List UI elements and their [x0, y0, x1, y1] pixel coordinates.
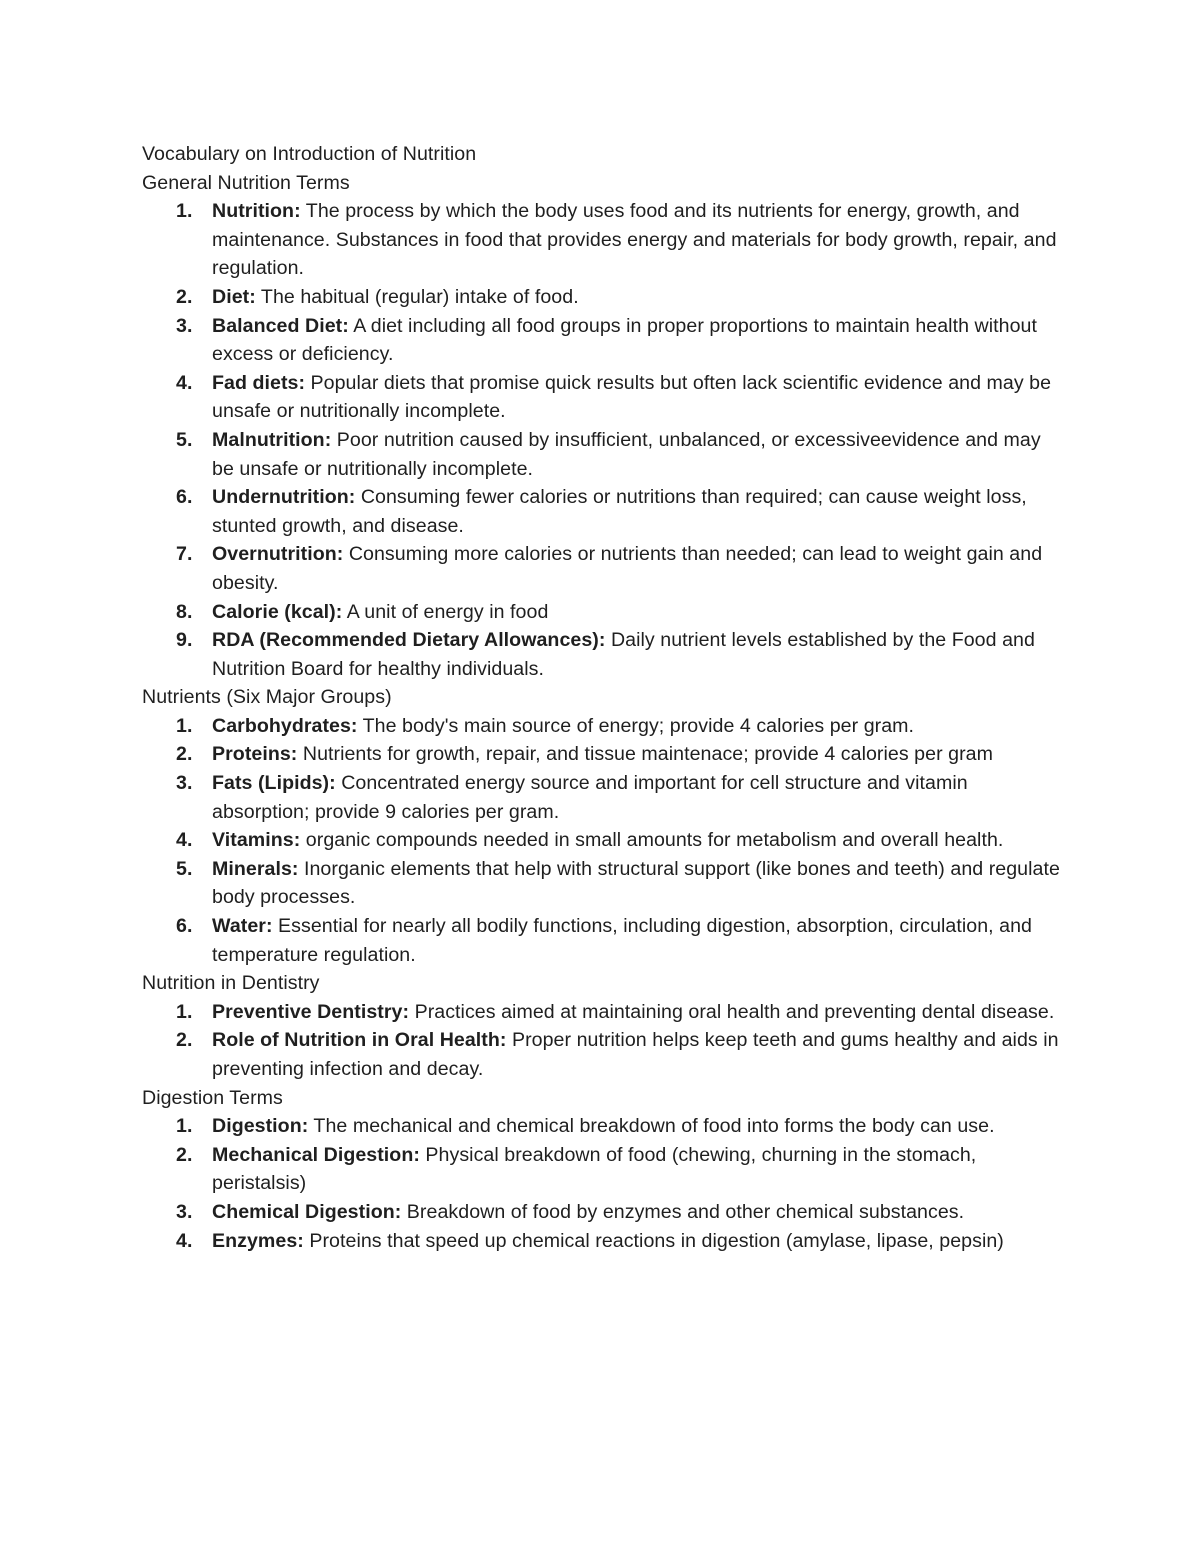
term-label: Preventive Dentistry: [212, 1000, 410, 1023]
term-label: Water: [212, 915, 273, 938]
item-number: 2. [176, 1029, 193, 1052]
term-label: Chemical Digestion: [212, 1200, 402, 1223]
item-number: 1. [176, 200, 193, 223]
item-number: 4. [176, 829, 193, 852]
term-definition: Concentrated energy source and important for cell structure and vitamin absorption; provide 9 calories per gram. [212, 772, 968, 823]
item-number: 5. [176, 857, 193, 880]
item-number: 8. [176, 600, 193, 623]
list-item [142, 1141, 1067, 1198]
term-definition: A diet including all food groups in proper proportions to maintain health without excess or deficiency. [212, 314, 1037, 366]
term-definition: Daily nutrient levels established by the Food and Nutrition Board for healthy individuals. [212, 629, 1035, 680]
term-label: Enzymes: [212, 1229, 304, 1252]
item-number: 3. [176, 1200, 193, 1223]
term-definition: The process by which the body uses food and its nutrients for energy, growth, and maintenance. Substances in food that provides energy and materials for body growth, repair, and regulation. [212, 200, 1057, 280]
list-item [142, 1112, 1067, 1141]
item-number: 1. [176, 714, 193, 737]
item-number: 1. [176, 1000, 193, 1023]
item-number: 2. [176, 285, 193, 308]
document-page [142, 140, 1067, 1255]
list-item [142, 283, 1067, 312]
term-label: Overnutrition: [212, 543, 344, 566]
term-definition: Consuming more calories or nutrients than needed; can lead to weight gain and obesity. [212, 543, 1043, 594]
item-number: 3. [176, 772, 193, 795]
item-number: 9. [176, 629, 193, 652]
list-item [142, 769, 1067, 826]
item-number: 6. [176, 486, 193, 509]
term-label: Malnutrition: [212, 428, 332, 451]
term-definition: Consuming fewer calories or nutritions than required; can cause weight loss, stunted growth, and disease. [212, 486, 1027, 537]
list-item [142, 1026, 1067, 1083]
term-label: Fats (Lipids): [212, 772, 336, 795]
term-definition: The body's main source of energy; provide 4 calories per gram. [357, 714, 915, 737]
list-item [142, 740, 1067, 769]
term-label: Fad diets: [212, 371, 306, 394]
term-list [142, 197, 1067, 683]
item-number: 3. [176, 314, 193, 337]
term-label: Calorie (kcal): [212, 600, 343, 623]
term-definition: organic compounds needed in small amounts for metabolism and overall health. [300, 829, 1004, 852]
term-definition: The habitual (regular) intake of food. [255, 285, 579, 308]
list-item [142, 626, 1067, 683]
term-label: Role of Nutrition in Oral Health: [212, 1029, 507, 1052]
list-item [142, 426, 1067, 483]
term-label: Minerals: [212, 857, 299, 880]
term-definition: Popular diets that promise quick results but often lack scientific evidence and may be unsafe or nutritionally incomplete. [212, 371, 1052, 423]
term-label: Mechanical Digestion: [212, 1143, 420, 1166]
item-number: 2. [176, 743, 193, 766]
list-item [142, 540, 1067, 597]
term-definition: Breakdown of food by enzymes and other chemical substances. [401, 1200, 965, 1223]
term-definition: Inorganic elements that help with structural support (like bones and teeth) and regulate body processes. [212, 857, 1060, 909]
list-item [142, 912, 1067, 969]
term-label: Undernutrition: [212, 486, 356, 509]
section-heading: General Nutrition Terms [142, 171, 350, 194]
term-definition: The mechanical and chemical breakdown of food into forms the body can use. [308, 1115, 995, 1138]
section-digestion-terms [142, 1084, 1067, 1256]
section-heading: Digestion Terms [142, 1086, 283, 1109]
list-item [142, 312, 1067, 369]
list-item [142, 712, 1067, 741]
list-item [142, 1227, 1067, 1256]
list-item [142, 1198, 1067, 1227]
term-definition: Poor nutrition caused by insufficient, unbalanced, or excessiveevidence and may be unsafe or nutritionally incomplete. [212, 428, 1041, 480]
item-number: 4. [176, 1229, 193, 1252]
term-label: Balanced Diet: [212, 314, 349, 337]
term-label: Nutrition: [212, 200, 301, 223]
term-list [142, 1112, 1067, 1255]
term-definition: A unit of energy in food [342, 600, 549, 623]
list-item [142, 197, 1067, 283]
term-list [142, 998, 1067, 1084]
term-definition: Proper nutrition helps keep teeth and gums healthy and aids in preventing infection and decay. [212, 1029, 1059, 1080]
item-number: 2. [176, 1143, 193, 1166]
item-number: 5. [176, 428, 193, 451]
item-number: 6. [176, 915, 193, 938]
section-nutrients [142, 683, 1067, 969]
item-number: 7. [176, 543, 193, 566]
section-heading: Nutrients (Six Major Groups) [142, 686, 392, 709]
section-nutrition-in-dentistry [142, 969, 1067, 1083]
term-label: Vitamins: [212, 829, 301, 852]
term-definition: Practices aimed at maintaining oral health and preventing dental disease. [409, 1000, 1055, 1023]
list-item [142, 826, 1067, 855]
list-item [142, 855, 1067, 912]
term-label: RDA (Recommended Dietary Allowances): [212, 629, 606, 652]
term-label: Carbohydrates: [212, 714, 358, 737]
term-list [142, 712, 1067, 969]
list-item [142, 998, 1067, 1027]
term-definition: Proteins that speed up chemical reactions in digestion (amylase, lipase, pepsin) [303, 1229, 1004, 1252]
term-definition: Physical breakdown of food (chewing, churning in the stomach, peristalsis) [212, 1143, 977, 1195]
section-general-nutrition-terms [142, 169, 1067, 684]
item-number: 4. [176, 371, 193, 394]
section-heading: Nutrition in Dentistry [142, 972, 320, 995]
list-item [142, 483, 1067, 540]
term-definition: Essential for nearly all bodily functions, including digestion, absorption, circulation, and temperature regulation. [212, 915, 1032, 966]
document-title: Vocabulary on Introduction of Nutrition [142, 143, 477, 165]
term-label: Proteins: [212, 743, 298, 766]
list-item [142, 598, 1067, 627]
list-item [142, 369, 1067, 426]
term-definition: Nutrients for growth, repair, and tissue maintenace; provide 4 calories per gram [297, 743, 993, 766]
term-label: Digestion: [212, 1115, 309, 1138]
term-label: Diet: [212, 285, 256, 308]
item-number: 1. [176, 1115, 193, 1138]
